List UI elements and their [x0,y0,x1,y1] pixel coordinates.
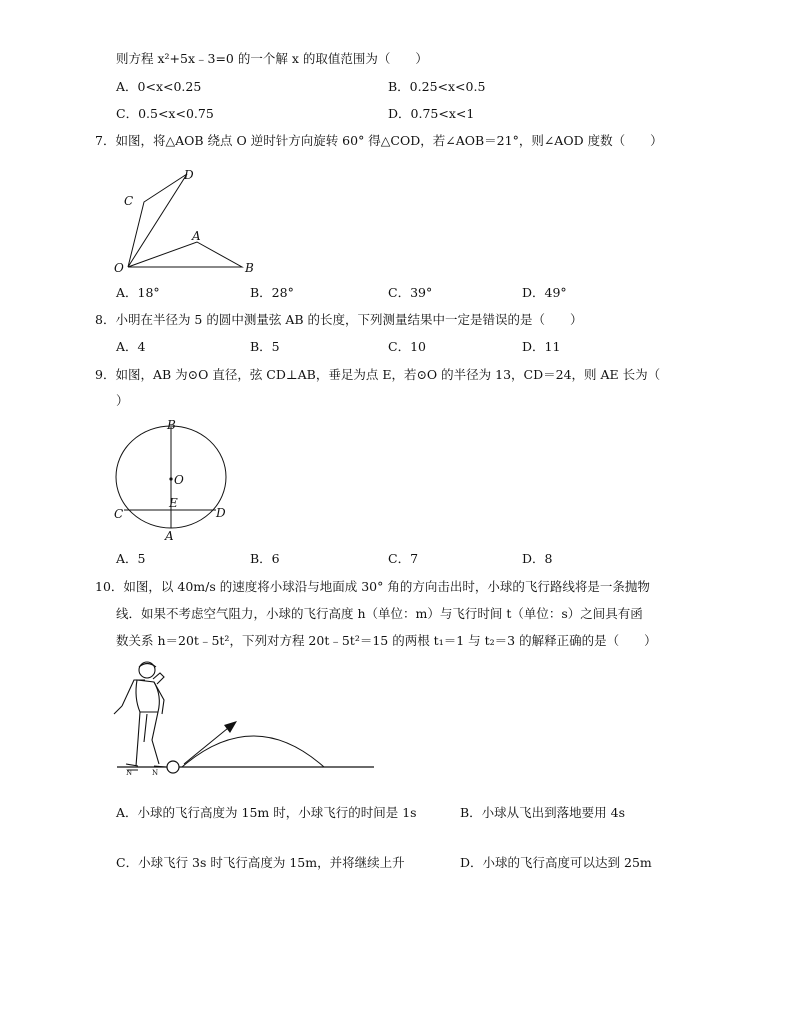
q10-stem-line3: 数关系 h＝20t﹣5t²，下列对方程 20t﹣5t²＝15 的两根 t₁＝1 与 t₂＝3 的解释正确的是（ ） [116,633,657,648]
triangle-cod [128,174,187,267]
q9-option-a: A．5 [116,551,146,566]
label-o: O [114,261,124,275]
label-b: B [167,418,176,432]
shoe-mark-right: N [152,769,159,777]
arrow-head-icon [224,721,237,733]
q6-option-b: B．0.25<x<0.5 [388,79,486,94]
q8-option-c: C．10 [388,339,426,354]
q9-option-d: D．8 [522,551,553,566]
q6-stem: 则方程 x²+5x﹣3=0 的一个解 x 的取值范围为（ ） [116,51,428,66]
q7-stem: 7．如图，将△AOB 绕点 O 逆时针方向旋转 60° 得△COD，若∠AOB＝21°，则∠AOD 度数（ ） [95,133,663,148]
label-b: B [245,261,254,275]
shoe-mark-left: N [126,769,133,777]
q7-option-c: C．39° [388,285,433,300]
q7-option-b: B．28° [250,285,294,300]
q8-option-b: B．5 [250,339,280,354]
center-point [169,477,172,480]
q10-stem-line2: 线．如果不考虑空气阻力，小球的飞行高度 h（单位：m）与飞行时间 t（单位：s）之间具有函 [116,606,643,621]
golfer-icon [114,662,166,770]
q9-stem-line1: 9．如图，AB 为⊙O 直径，弦 CD⊥AB，垂足为点 E，若⊙O 的半径为 13，CD＝24，则 AE 长为（ [95,367,661,382]
q6-option-c: C．0.5<x<0.75 [116,106,214,121]
q6-option-a: A．0<x<0.25 [116,79,202,94]
trajectory-arc [182,736,324,767]
q7-rotation-figure [108,165,268,280]
q8-option-a: A．4 [116,339,146,354]
q10-option-b: B．小球从飞出到落地要用 4s [460,805,626,820]
ball [167,761,179,773]
label-d: D [184,168,194,182]
label-a: A [192,229,201,243]
label-o: O [174,473,184,487]
q7-option-d: D．49° [522,285,567,300]
q8-stem: 8．小明在半径为 5 的圆中测量弦 AB 的长度，下列测量结果中一定是错误的是（ ） [95,312,583,327]
q9-option-b: B．6 [250,551,280,566]
label-d: D [216,506,226,520]
q9-stem-line2: ） [116,393,129,408]
q6-option-d: D．0.75<x<1 [388,106,475,121]
q9-option-c: C．7 [388,551,419,566]
q10-option-c: C．小球飞行 3s 时飞行高度为 15m，并将继续上升 [116,855,405,870]
label-e: E [169,496,178,510]
triangle-aob [128,242,242,267]
launch-arrow-line [184,724,233,764]
label-a: A [165,529,174,543]
q9-circle-figure [110,416,235,544]
label-c: C [124,194,134,208]
q10-golfer-figure [112,660,377,790]
q10-option-a: A．小球的飞行高度为 15m 时，小球飞行的时间是 1s [116,805,417,820]
q10-option-d: D．小球的飞行高度可以达到 25m [460,855,652,870]
label-c: C [114,507,124,521]
q10-stem-line1: 10．如图，以 40m/s 的速度将小球沿与地面成 30° 角的方向击出时，小球的飞行路线将是一条抛物 [95,579,650,594]
q7-option-a: A．18° [116,285,160,300]
q8-option-d: D．11 [522,339,561,354]
